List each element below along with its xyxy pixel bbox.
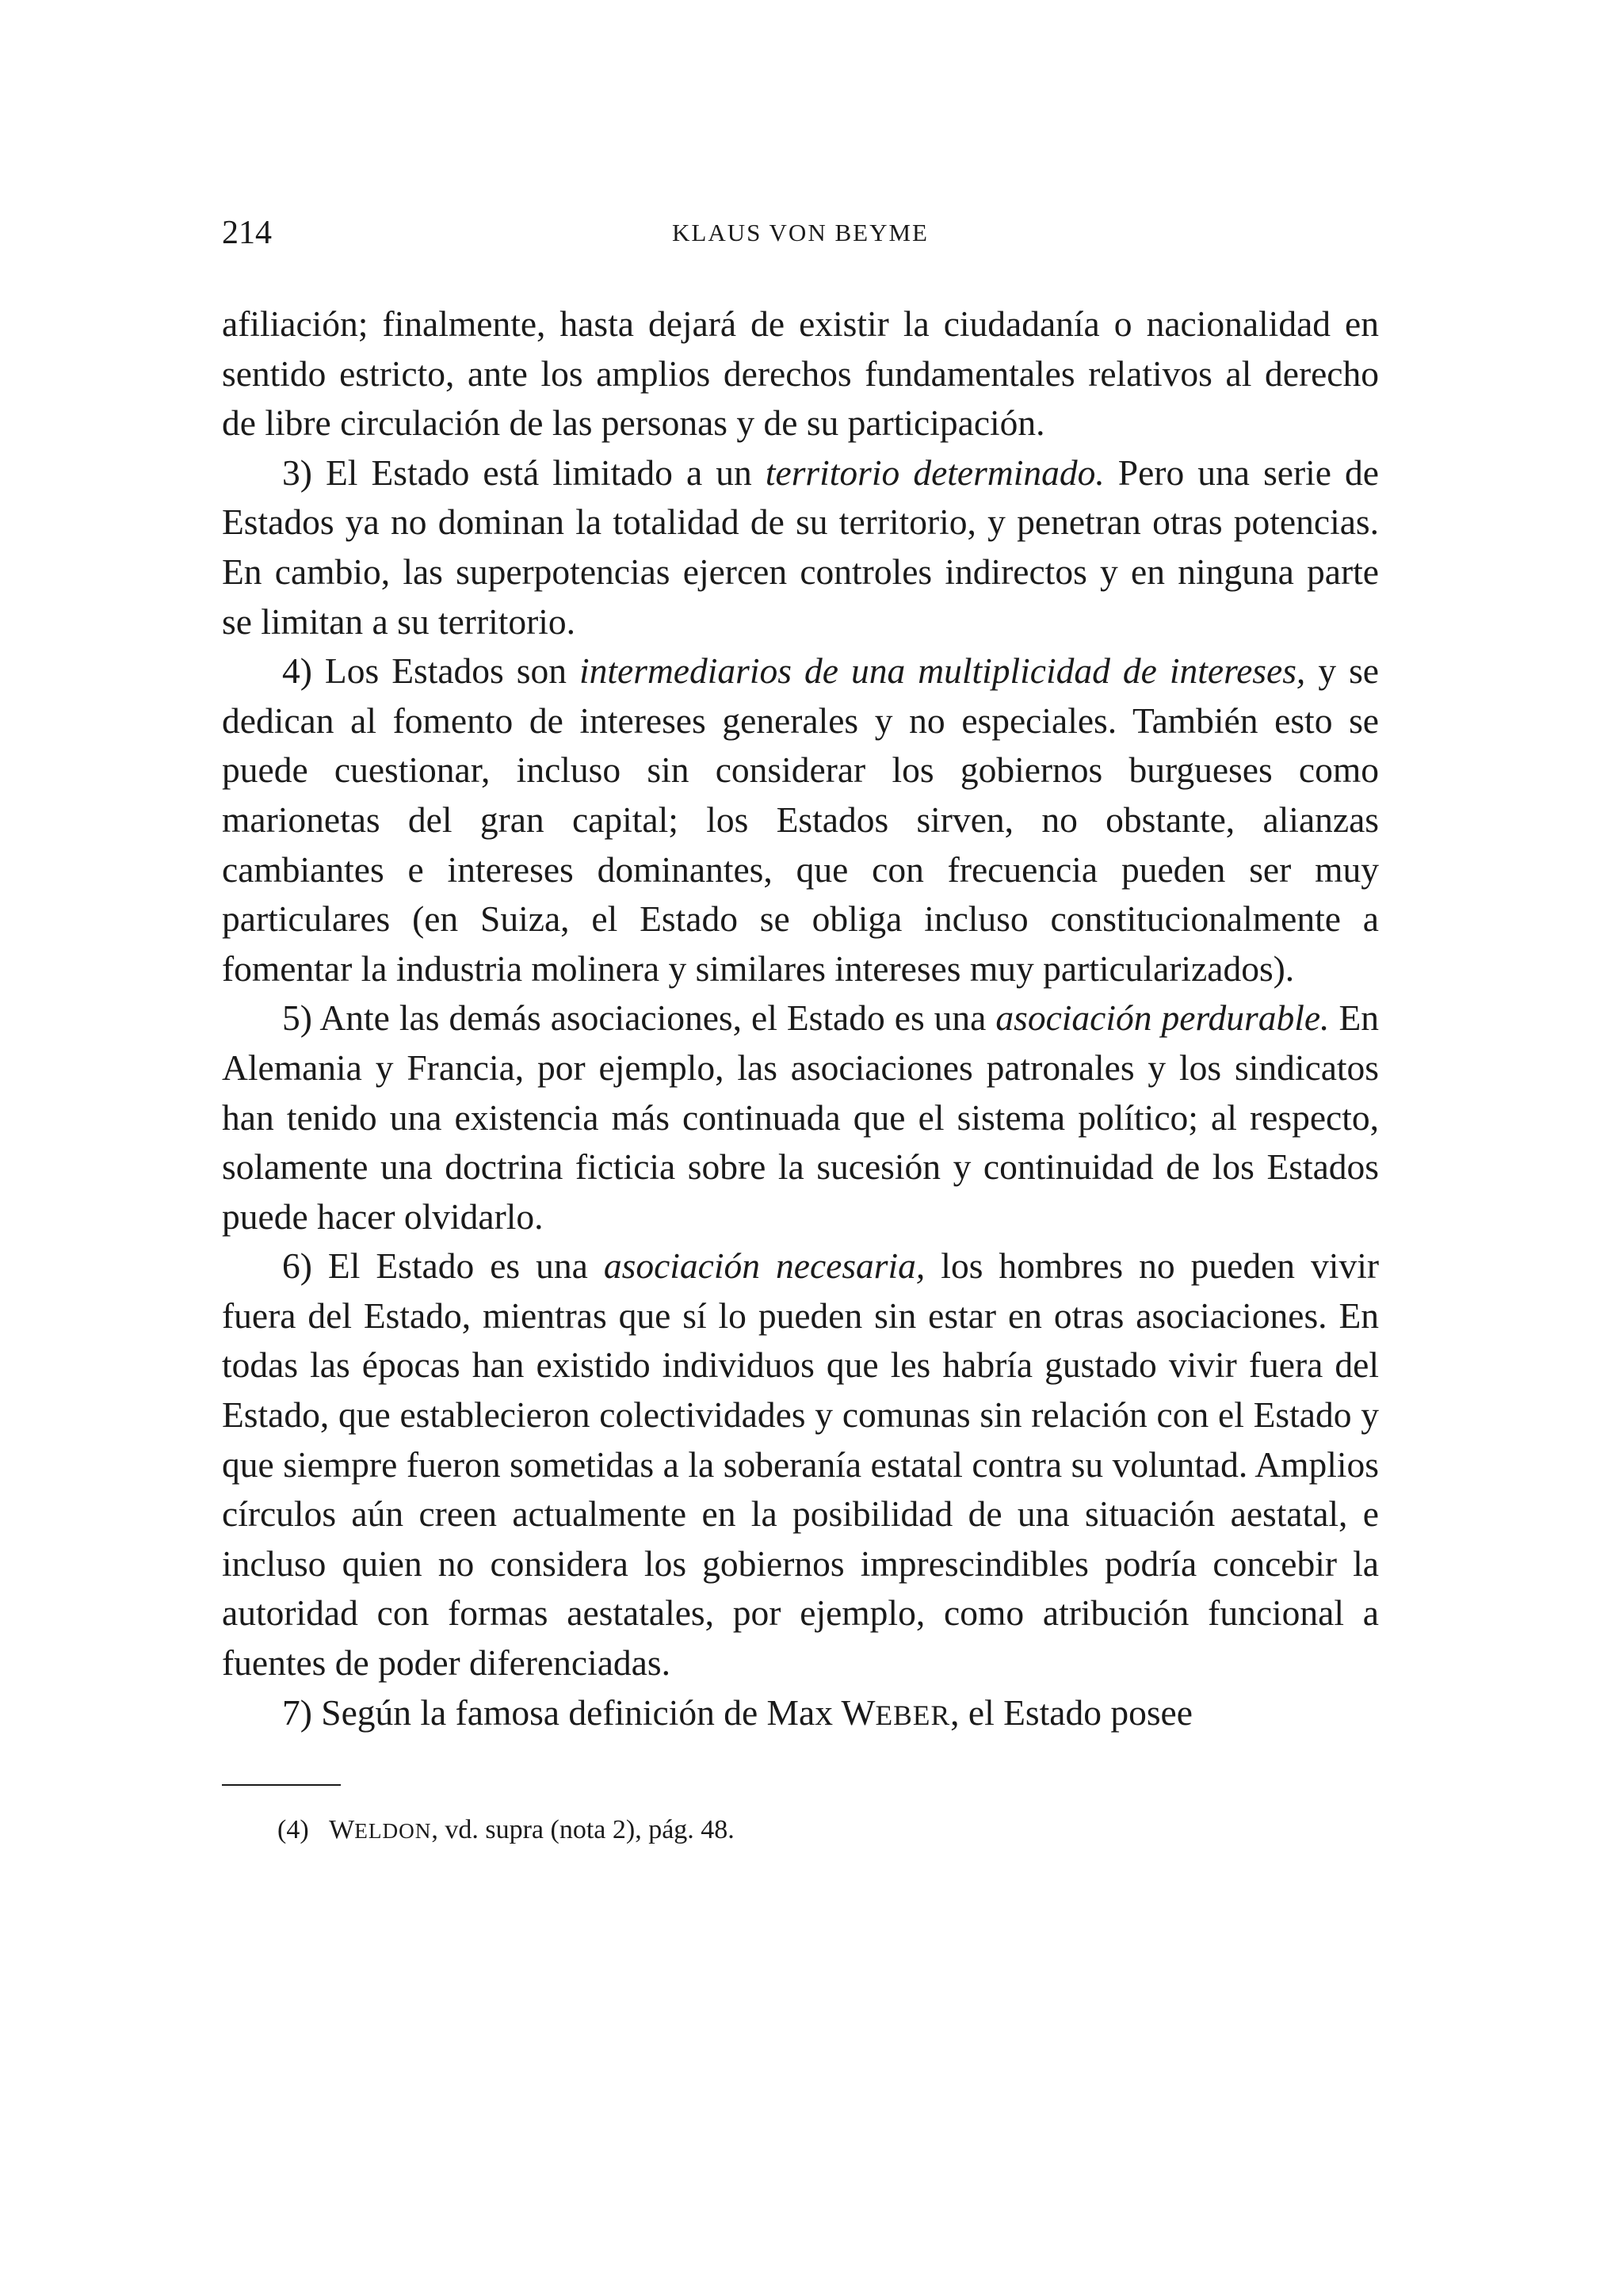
paragraph-3-lead: 3) El Estado está limitado a un [282,452,766,493]
paragraph-6 [222,1241,1379,1688]
page [222,214,1379,1848]
paragraph-3-body: Pero una serie de Estados ya no dominan la totalidad de su territorio, y penetran otras potencias. En cambio, las superpotencias ejercen controles indirectos y en ninguna parte se limitan a su territorio. [222,452,1379,642]
footnote-marker: (4) [277,1815,309,1845]
body-text [222,299,1379,1740]
footnote-rule [222,1784,341,1786]
paragraph-continuation-text: afiliación; finalmente, hasta dejará de existir la ciudadanía o nacionalidad en sentido estricto, ante los amplios derechos fundamentales relativos al derecho de libre circulación de las personas y de su participación. [222,303,1379,444]
page-number: 214 [222,215,272,251]
paragraph-7-lead: 7) Según la famosa definición de Max [282,1691,842,1733]
paragraph-4-lead: 4) Los Estados son [282,650,580,692]
paragraph-6-body: los hombres no pueden vivir fuera del Estado, mientras que sí lo pueden sin estar en otras asociaciones. En todas las épocas han existido individuos que les habría gustado vivir fuera del Estado, que establecieron colectividades y comunas sin relación con el Estado y que siempre fueron sometidas a la soberanía estatal contra su voluntad. Amplios círculos aún creen actualmente en la posibilidad de una situación aestatal, e incluso quien no considera los gobiernos imprescindibles podría concebir la autoridad con formas aestatales, por ejemplo, como atribución funcional a fuentes de poder diferenciadas. [222,1245,1379,1684]
running-head [222,214,1379,261]
running-title: KLAUS VON BEYME [672,219,929,246]
paragraph-7 [222,1688,1379,1741]
footnote-author-initial: W [329,1815,355,1845]
paragraph-7-body: , el Estado posee [950,1691,1193,1733]
paragraph-4-body: y se dedican al fomento de intereses generales y no especiales. También esto se puede cuestionar, incluso sin considerar los gobiernos burgueses como marionetas del gran capital; los Estados sirven, no obstante, alianzas cambiantes e intereses dominantes, que con frecuencia pueden ser muy particulares (en Suiza, el Estado se obliga incluso constitucionalmente a fomentar la industria molinera y similares intereses muy particularizados). [222,650,1379,989]
paragraph-3-emphasis: territorio determinado. [765,452,1105,493]
footnote [222,1813,1379,1848]
paragraph-5-lead: 5) Ante las demás asociaciones, el Estado es una [282,997,996,1039]
author-name-smallcaps: EBER [875,1699,951,1731]
paragraph-6-lead: 6) El Estado es una [282,1245,604,1287]
footnote-text: , vd. supra (nota 2), pág. 48. [431,1815,735,1845]
paragraph-5-emphasis: asociación perdurable. [995,997,1330,1039]
paragraph-4 [222,646,1379,994]
paragraph-5 [222,994,1379,1241]
paragraph-6-emphasis: asociación necesaria, [603,1245,926,1287]
paragraph-4-emphasis: intermediarios de una multiplicidad de intereses, [579,650,1306,692]
paragraph-5-body: En Alemania y Francia, por ejemplo, las asociaciones patronales y los sindicatos han tenido una existencia más continuada que el sistema político; al respecto, solamente una doctrina ficticia sobre la sucesión y continuidad de los Estados puede hacer olvidarlo. [222,997,1380,1237]
paragraph-3 [222,448,1379,646]
paragraph-continuation [222,299,1379,448]
footnote-author-smallcaps: ELDON [354,1819,432,1844]
author-name-initial: W [841,1691,876,1733]
